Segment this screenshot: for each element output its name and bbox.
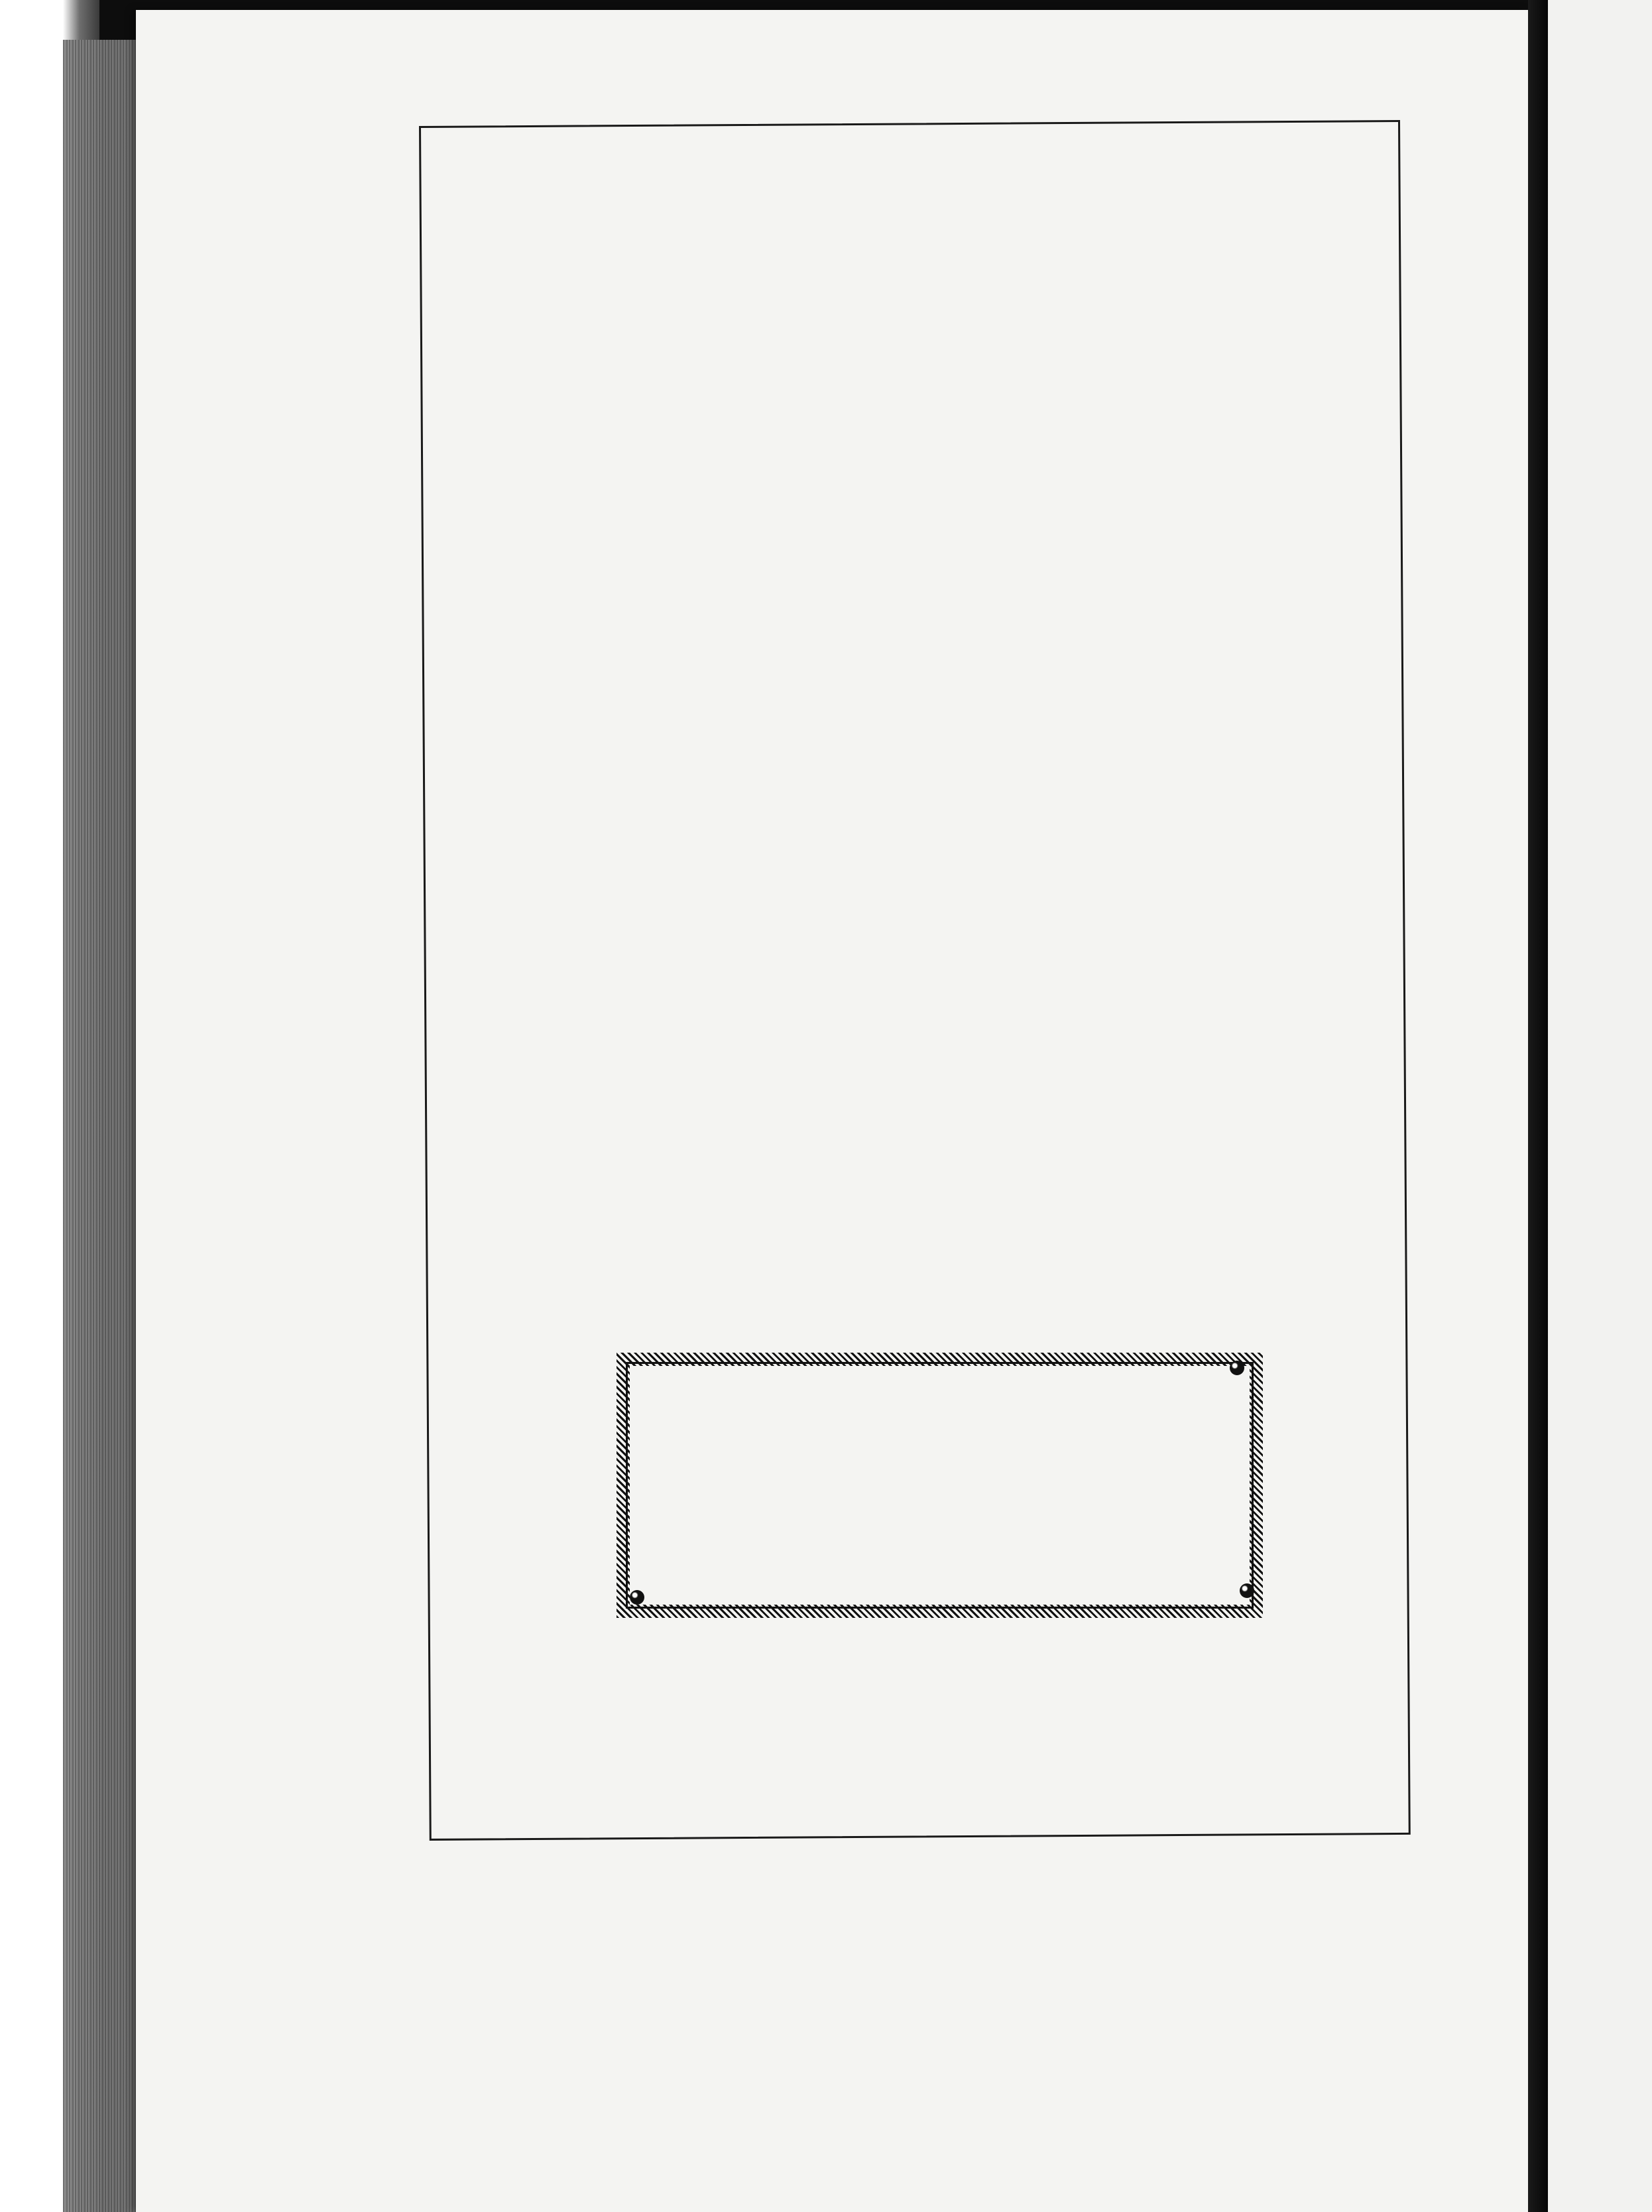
stud xyxy=(1230,1361,1244,1375)
stud xyxy=(1240,1583,1254,1598)
page-edges xyxy=(63,40,143,2212)
cartouche-bottom-ornament xyxy=(630,1631,1253,1671)
blessing-cartouche xyxy=(550,1293,1332,1684)
cartouche-frame xyxy=(617,1353,1263,1618)
stud xyxy=(630,1590,644,1605)
cartouche-top-ornament xyxy=(630,1294,1253,1334)
facing-page-edge xyxy=(1548,0,1652,2212)
